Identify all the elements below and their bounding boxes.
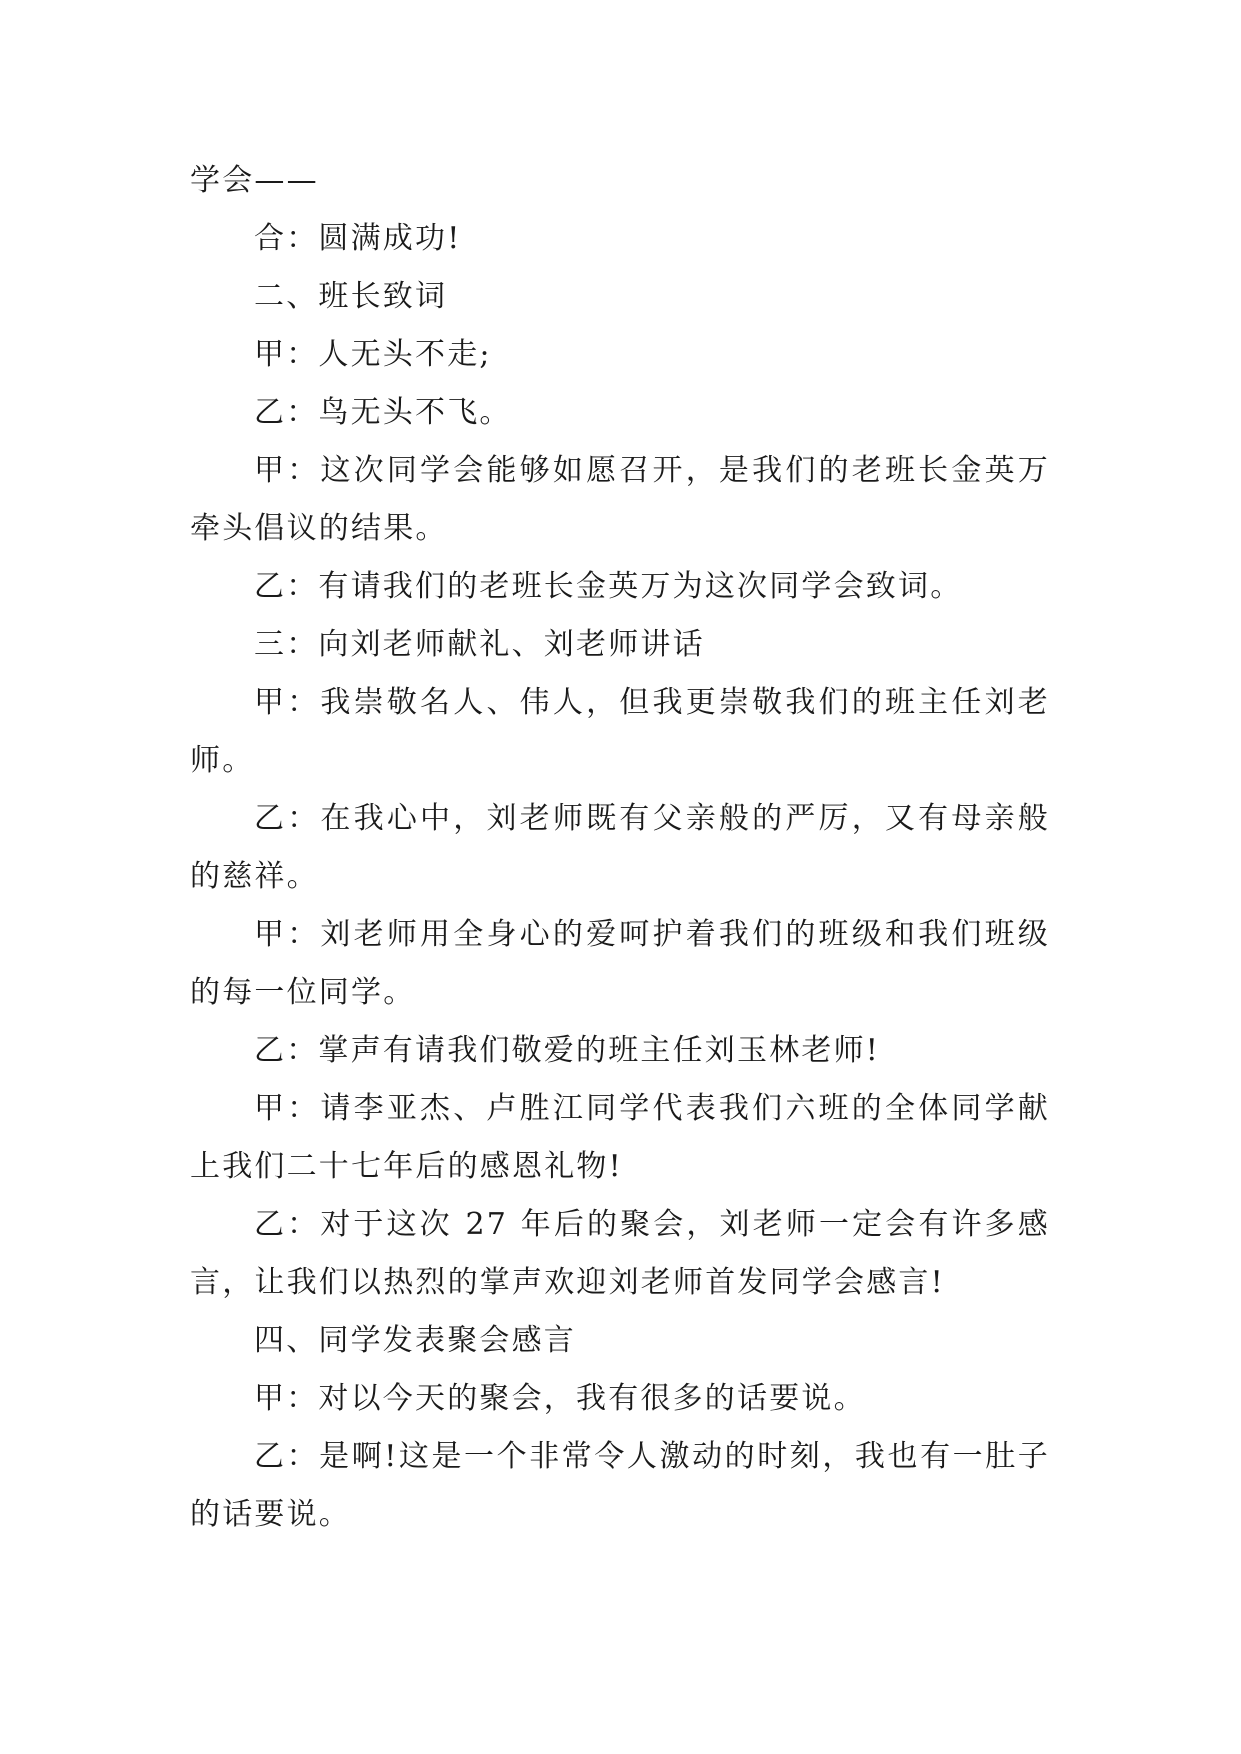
paragraph-11: 甲：刘老师用全身心的爱呵护着我们的班级和我们班级的每一位同学。: [190, 917, 1050, 1010]
paragraph-14: 乙：对于这次 27 年后的聚会，刘老师一定会有许多感言，让我们以热烈的掌声欢迎刘老师首发同学会感言!: [190, 1207, 1050, 1300]
section-heading-3: 三：向刘老师献礼、刘老师讲话: [254, 627, 705, 662]
paragraph-12: 乙：掌声有请我们敬爱的班主任刘玉林老师!: [254, 1033, 881, 1068]
paragraph-7: 乙：有请我们的老班长金英万为这次同学会致词。: [254, 569, 963, 604]
paragraph-13: 甲：请李亚杰、卢胜江同学代表我们六班的全体同学献上我们二十七年后的感恩礼物!: [190, 1091, 1050, 1184]
paragraph-10: 乙：在我心中，刘老师既有父亲般的严厉，又有母亲般的慈祥。: [190, 801, 1050, 894]
paragraph-4: 甲：人无头不走;: [254, 337, 492, 372]
paragraph-5: 乙：鸟无头不飞。: [254, 395, 512, 430]
paragraph-9: 甲：我崇敬名人、伟人，但我更崇敬我们的班主任刘老师。: [190, 685, 1050, 778]
paragraph-16: 甲：对以今天的聚会，我有很多的话要说。: [254, 1381, 866, 1416]
section-heading-4: 四、同学发表聚会感言: [254, 1323, 576, 1358]
document-body: [190, 152, 1050, 1544]
section-heading-2: 二、班长致词: [254, 279, 448, 314]
paragraph-17: 乙：是啊!这是一个非常令人激动的时刻，我也有一肚子的话要说。: [190, 1439, 1050, 1532]
paragraph-6: 甲：这次同学会能够如愿召开，是我们的老班长金英万牵头倡议的结果。: [190, 453, 1050, 546]
paragraph-1: 学会——: [190, 163, 319, 198]
paragraph-2: 合：圆满成功!: [254, 221, 462, 256]
